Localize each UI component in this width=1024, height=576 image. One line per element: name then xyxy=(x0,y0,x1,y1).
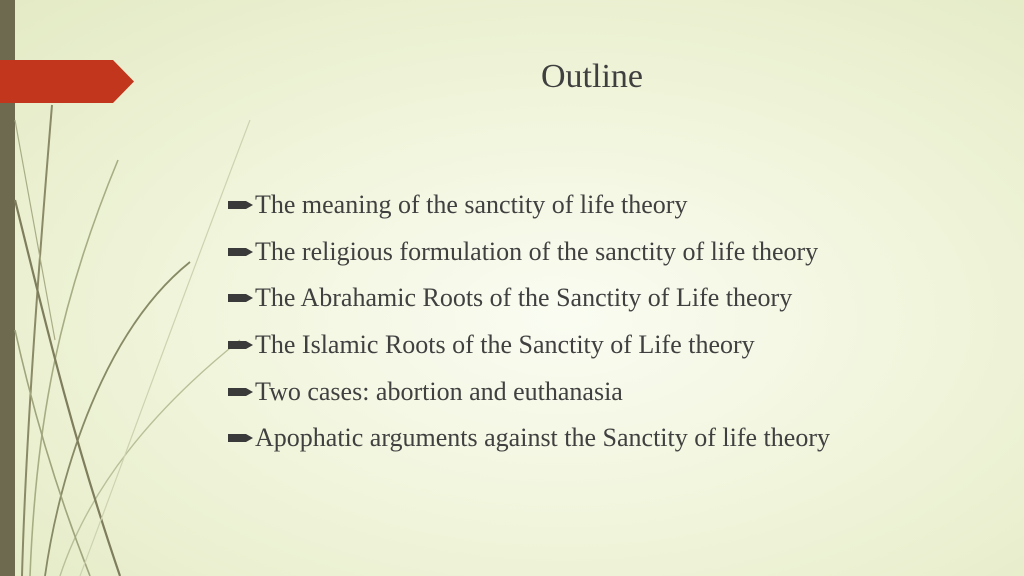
list-item-text: The Abrahamic Roots of the Sanctity of Life theory xyxy=(255,283,793,313)
list-item-text: The religious formulation of the sanctity of life theory xyxy=(255,236,819,266)
list-item xyxy=(228,275,830,322)
outline-list xyxy=(228,182,830,462)
marker-pen-icon xyxy=(228,198,254,212)
list-item-text: The meaning of the sanctity of life theory xyxy=(255,190,688,220)
marker-pen-icon xyxy=(228,291,254,305)
list-item xyxy=(228,229,830,276)
marker-pen-icon xyxy=(228,338,254,352)
list-item-text: The Islamic Roots of the Sanctity of Life theory xyxy=(255,330,755,360)
marker-pen-icon xyxy=(228,431,254,445)
slide-title: Outline xyxy=(541,58,643,95)
list-item xyxy=(228,322,830,369)
list-item-text: Two cases: abortion and euthanasia xyxy=(255,376,623,406)
title-accent-tab xyxy=(0,60,134,103)
list-item xyxy=(228,415,830,462)
marker-pen-icon xyxy=(228,385,254,399)
list-item xyxy=(228,368,830,415)
marker-pen-icon xyxy=(228,245,254,259)
list-item-text: Apophatic arguments against the Sanctity of life theory xyxy=(255,423,830,453)
list-item xyxy=(228,182,830,229)
